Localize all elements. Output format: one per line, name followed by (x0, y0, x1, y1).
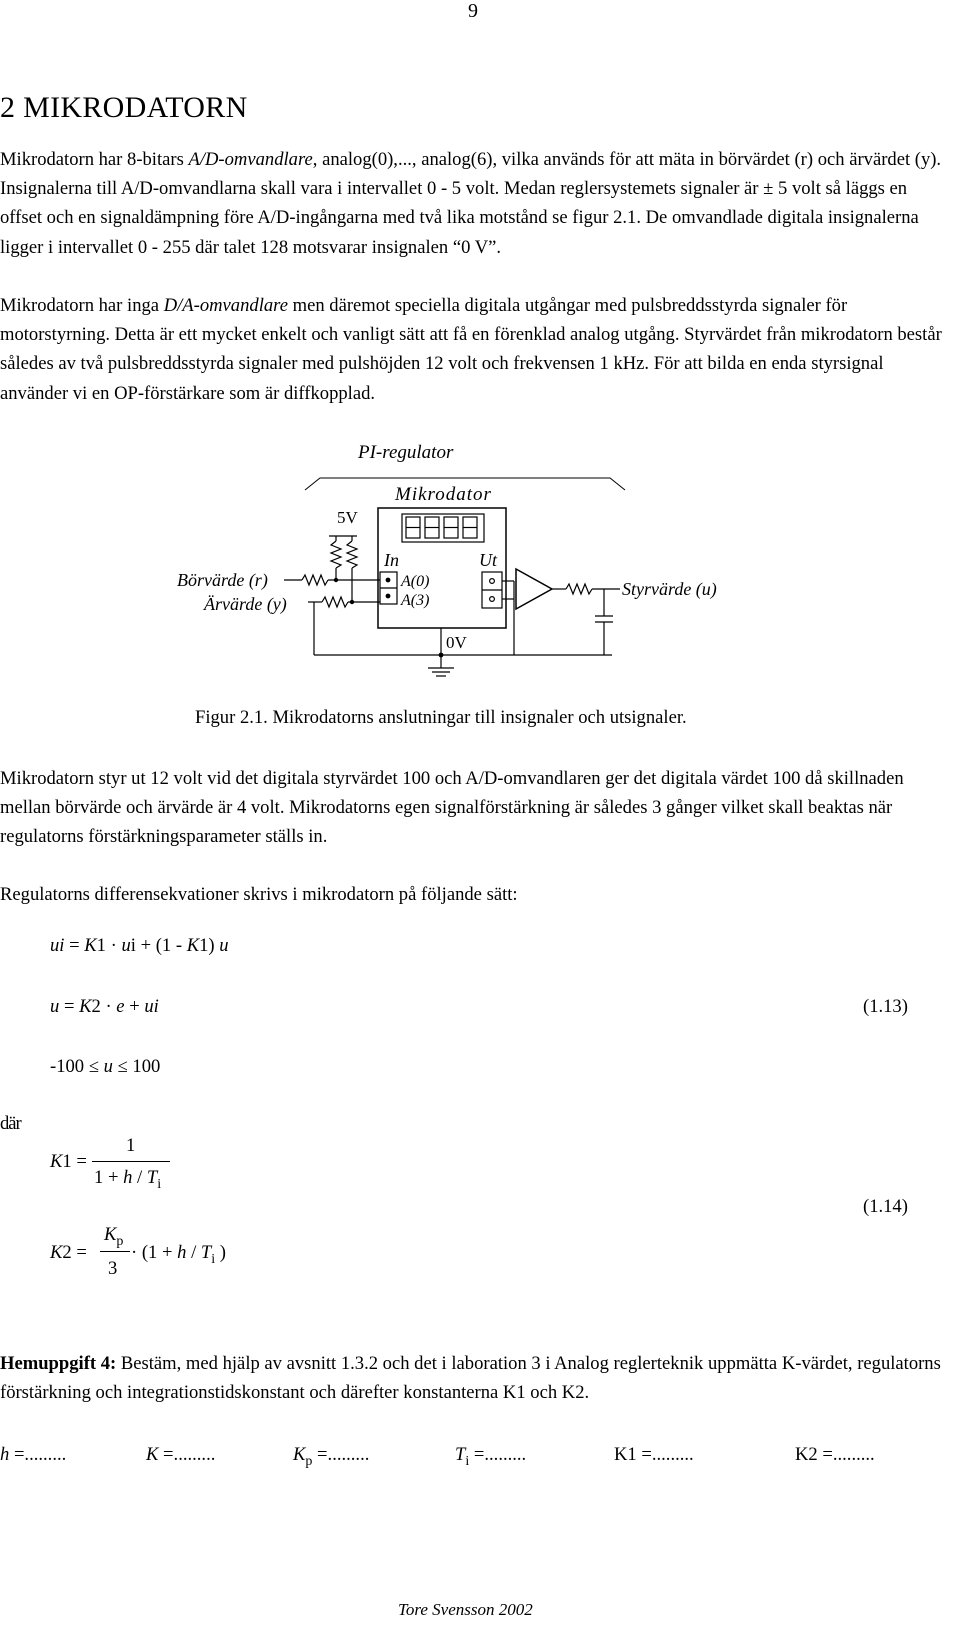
eq3-u: u (103, 1056, 113, 1077)
eq1-eq: = (64, 935, 85, 956)
junction-dot-2 (350, 600, 354, 604)
pi-regulator-label: PI-regulator (358, 442, 454, 463)
answer-k2: K2 =......... (795, 1444, 875, 1465)
k1-lhs (50, 1151, 87, 1173)
answer-h (0, 1444, 66, 1466)
k2-num-sub: p (116, 1234, 124, 1249)
k2-num-k: K (104, 1224, 117, 1245)
eq1-k1bn: 1) (199, 935, 220, 956)
ground-junction-dot (439, 653, 444, 658)
para2-term: D/A-omvandlare (163, 295, 288, 316)
input-wiring (284, 575, 380, 607)
k2-tail-h: h (177, 1242, 187, 1263)
v5-label: 5V (337, 508, 358, 527)
eq1-dot: · (105, 935, 122, 956)
k1-den-b: / (132, 1167, 147, 1188)
v0-label: 0V (446, 633, 467, 652)
eq2-ui: ui (144, 996, 159, 1017)
k1-fraction-line (92, 1161, 170, 1162)
a0-label: A(0) (401, 573, 430, 590)
paragraph-da-output (0, 291, 950, 408)
answer-kp (293, 1444, 370, 1469)
eq2-u: u (50, 996, 60, 1017)
para1-term: A/D-omvandlare (188, 149, 313, 170)
answer-k-var: K (146, 1444, 159, 1465)
input-dot-a3 (386, 594, 391, 599)
k1-den-t: T (146, 1167, 158, 1188)
answer-kp-rest: =......... (312, 1444, 370, 1465)
input-dot-a0 (386, 578, 391, 583)
k2-tail-sub: i (211, 1252, 216, 1267)
seven-segment-display-icon (402, 514, 484, 542)
k2-tail-t: T (200, 1242, 212, 1263)
paragraph-gain: Mikrodatorn styr ut 12 volt vid det digitala styrvärdet 100 och A/D-omvandlaren ger det digitala värdet 100 då skillnaden mellan börvärde och ärvärde är 4 volt. Mikrodatorns egen signalförstärkning är således 3 gånger vilket skall beaktas när regulatorns förstärkningsparameter ställs in. (0, 768, 904, 848)
answer-k1: K1 =......... (614, 1444, 694, 1465)
answer-kp-var: K (293, 1444, 306, 1465)
pullup-resistor-icon (329, 536, 357, 602)
eq1-ui: ui (50, 935, 65, 956)
equation-ui (50, 935, 229, 957)
op-amp-icon (516, 569, 552, 609)
k2-tail-c: ) (215, 1242, 226, 1263)
answer-h-var: h (0, 1444, 10, 1465)
page-number: 9 (468, 0, 478, 22)
k1-numerator: 1 (126, 1135, 136, 1156)
answer-kp-sub: p (305, 1454, 313, 1469)
k1-denominator (94, 1167, 162, 1192)
k1-den-sub: i (157, 1177, 162, 1192)
eq2-k: K (79, 996, 92, 1017)
equation-number-113: (1.13) (863, 996, 908, 1017)
arvarde-label: Ärvärde (y) (204, 594, 287, 614)
output-wiring (314, 581, 620, 655)
output-terminal-icon (482, 572, 502, 608)
answer-k-rest: =......... (158, 1444, 216, 1465)
eq2-dot: · (100, 996, 117, 1017)
eq3-b: ≤ 100 (112, 1056, 161, 1077)
task-label: Hemuppgift 4: (0, 1353, 117, 1374)
para2-text-c: men däremot speciella digitala utgångar med pulsbreddsstyrda signaler för motorstyrning. Detta är ett mycket enkelt och vanligt sätt att få en förenklad analog utgång. Styrvärdet från mikrodatorn består således av två pulsbreddsstyrda signaler med pulshöjden 12 volt och frekvensen 1 kHz. För att bilda en enda styrsignal använder vi en OP-förstärkare som är diffkopplad. (0, 295, 942, 404)
eq1-u: u (219, 935, 229, 956)
k2-tail-a: · (1 + (131, 1242, 178, 1263)
answer-ti (455, 1444, 527, 1469)
k2-tail (131, 1242, 226, 1267)
k2-lhs-rest: 2 = (62, 1242, 87, 1263)
task-text: Bestäm, med hjälp av avsnitt 1.3.2 och det i laboration 3 i Analog reglerteknik uppmätta K-värdet, regulatorns förstärkning och integrationstidskonstant och därefter konstanterna K1 och K2. (0, 1353, 941, 1404)
k2-lhs-k: K (50, 1242, 63, 1263)
k1-lhs-rest: 1 = (62, 1151, 87, 1172)
ut-label: Ut (479, 550, 497, 570)
input-terminal-icon (380, 572, 397, 604)
in-label: In (384, 550, 399, 570)
answer-ti-sub: i (465, 1454, 470, 1469)
eq1-plus: + (1 - (135, 935, 187, 956)
k2-lhs (50, 1242, 87, 1264)
paragraph-difference-eq-intro: Regulatorns differensekvationer skrivs i mikrodatorn på följande sätt: (0, 884, 518, 905)
a3-label: A(3) (401, 592, 430, 609)
eq1-k1b: K (186, 935, 200, 956)
figure-caption: Figur 2.1. Mikrodatorns anslutningar till insignaler och utsignaler. (195, 707, 687, 728)
k1-lhs-k: K (50, 1151, 63, 1172)
equation-u (50, 996, 159, 1018)
output-dot-1 (490, 579, 495, 584)
eq3-a: -100 ≤ (50, 1056, 104, 1077)
k1-den-h: h (123, 1167, 133, 1188)
k2-numerator (104, 1224, 124, 1249)
equation-number-114: (1.14) (863, 1196, 908, 1217)
eq1-kn: 1 (96, 935, 106, 956)
k1-den-a: 1 + (94, 1167, 124, 1188)
eq2-eq: = (59, 996, 80, 1017)
answer-ti-var: T (455, 1444, 466, 1465)
dar-label: där (0, 1113, 21, 1134)
section-heading: 2 MIKRODATORN (0, 91, 248, 124)
footer-author: Tore Svensson 2002 (398, 1600, 533, 1619)
para1-text-a: Mikrodatorn har 8-bitars (0, 149, 189, 170)
answer-h-rest: =......... (9, 1444, 67, 1465)
para1-text-c: , analog(0),..., analog(6), vilka används för att mäta in börvärdet (r) och ärvärdet (y). Insignalerna till A/D-omvandlarna skall vara i intervallet 0 - 5 volt. Medan reglersystemets signaler är ± 5 volt så läggs en offset och en signaldämpning före A/D-ingångarna med två lika motstånd se figur 2.1. De omvandlade digitala insignalerna ligger i intervallet 0 - 255 där talet 128 motsvarar insignalen “0 V”. (0, 149, 942, 258)
para2-text-a: Mikrodatorn har inga (0, 295, 164, 316)
equation-limits (50, 1056, 160, 1078)
eq2-plus: + (124, 996, 145, 1017)
eq2-e: e (116, 996, 125, 1017)
output-dot-2 (490, 597, 495, 602)
eq2-kn: 2 (91, 996, 101, 1017)
styrvarde-label: Styrvärde (u) (622, 579, 717, 599)
paragraph-ad-converter (0, 145, 950, 262)
junction-dot-1 (334, 578, 338, 582)
mikrodator-label: Mikrodator (395, 484, 492, 505)
borvarde-label: Börvärde (r) (177, 570, 268, 590)
eq1-i2: i (130, 935, 136, 956)
circuit-diagram (170, 430, 770, 690)
answer-k (146, 1444, 215, 1466)
k2-tail-b: / (186, 1242, 201, 1263)
eq1-k: K (84, 935, 97, 956)
k2-denominator: 3 (108, 1258, 118, 1279)
task-paragraph (0, 1349, 950, 1407)
k2-fraction-line (100, 1251, 130, 1252)
answer-ti-rest: =......... (469, 1444, 527, 1465)
eq1-u2: u (121, 935, 131, 956)
